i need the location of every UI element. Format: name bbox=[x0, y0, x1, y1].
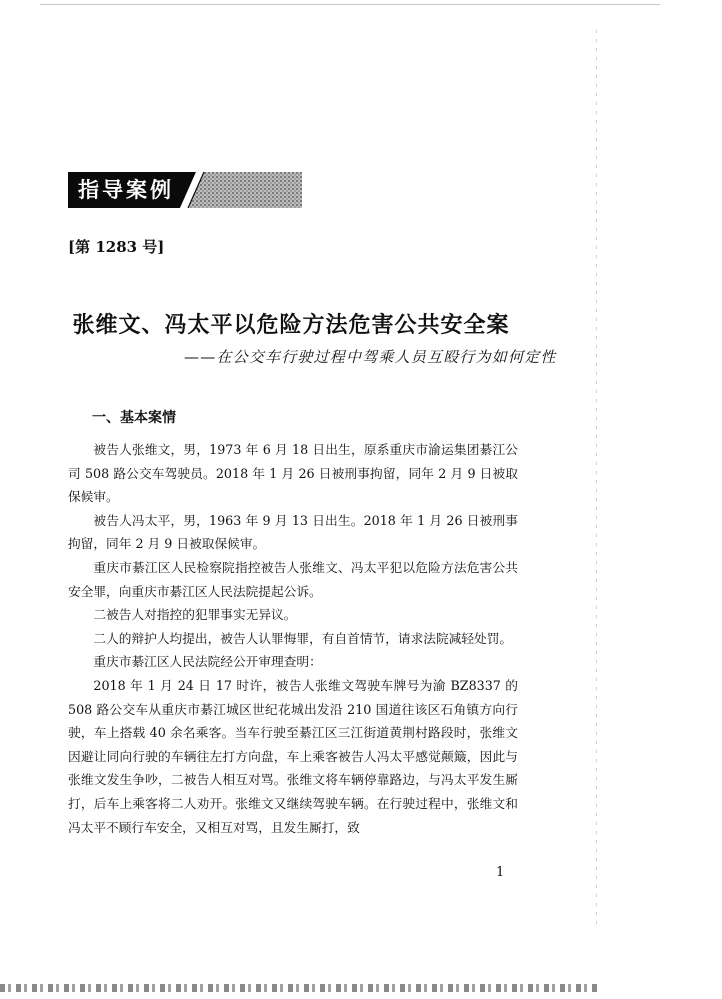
section-header-bar bbox=[68, 172, 302, 208]
paragraph-defendant-zhang: 被告人张维文，男，1973 年 6 月 18 日出生，原系重庆市渝运集团綦江公司 508 路公交车驾驶员。2018 年 1 月 26 日被刑事拘留，同年 2 月 9 日被取保候审。 bbox=[68, 442, 518, 505]
paragraph-defendant-feng: 被告人冯太平，男，1963 年 9 月 13 日出生。2018 年 1 月 26 日被刑事拘留，同年 2 月 9 日被取保候审。 bbox=[68, 512, 518, 552]
section-label: 指导案例 bbox=[78, 178, 174, 202]
section-heading: 一、基本案情 bbox=[92, 410, 176, 426]
paragraph-defense: 二人的辩护人均提出，被告人认罪悔罪，有自首情节，请求法院减轻处罚。 bbox=[93, 630, 513, 646]
case-title: 张维文、冯太平以危险方法危害公共安全案 bbox=[72, 313, 510, 338]
body-text bbox=[68, 438, 518, 839]
case-subtitle: ——在公交车行驶过程中驾乘人员互殴行为如何定性 bbox=[184, 348, 557, 366]
case-number: [第 1283 号] bbox=[68, 238, 165, 256]
paragraph-court-finding: 重庆市綦江区人民法院经公开审理查明： bbox=[93, 654, 322, 670]
scan-edge-right bbox=[596, 30, 597, 930]
scan-edge-top bbox=[40, 4, 660, 5]
page-number: 1 bbox=[496, 865, 505, 880]
scan-bottom-strip bbox=[0, 984, 600, 992]
paragraph-facts: 2018 年 1 月 24 日 17 时许，被告人张维文驾驶车牌号为渝 BZ8337 的 508 路公交车从重庆市綦江城区世纪花城出发沿 210 国道往该区石角镇方向行驶，车上搭载 40 余名乘客。当车行驶至綦江区三江街道黄荆村路段时，张维文因避让同向行驶的车辆往左打方向盘，车上乘客被告人冯太平感觉颠簸，因此与张维文发生争吵，二被告人相互对骂。张维文将车辆停靠路边，与冯太平发生厮打，后车上乘客将二人劝开。张维文又继续驾驶车辆。在行驶过程中，张维文和冯太平不顾行车安全，又相互对骂，且发生厮打，致 bbox=[68, 677, 518, 835]
paragraph-no-objection: 二被告人对指控的犯罪事实无异议。 bbox=[93, 607, 297, 623]
paragraph-prosecution: 重庆市綦江区人民检察院指控被告人张维文、冯太平犯以危险方法危害公共安全罪，向重庆市綦江区人民法院提起公诉。 bbox=[68, 559, 518, 599]
